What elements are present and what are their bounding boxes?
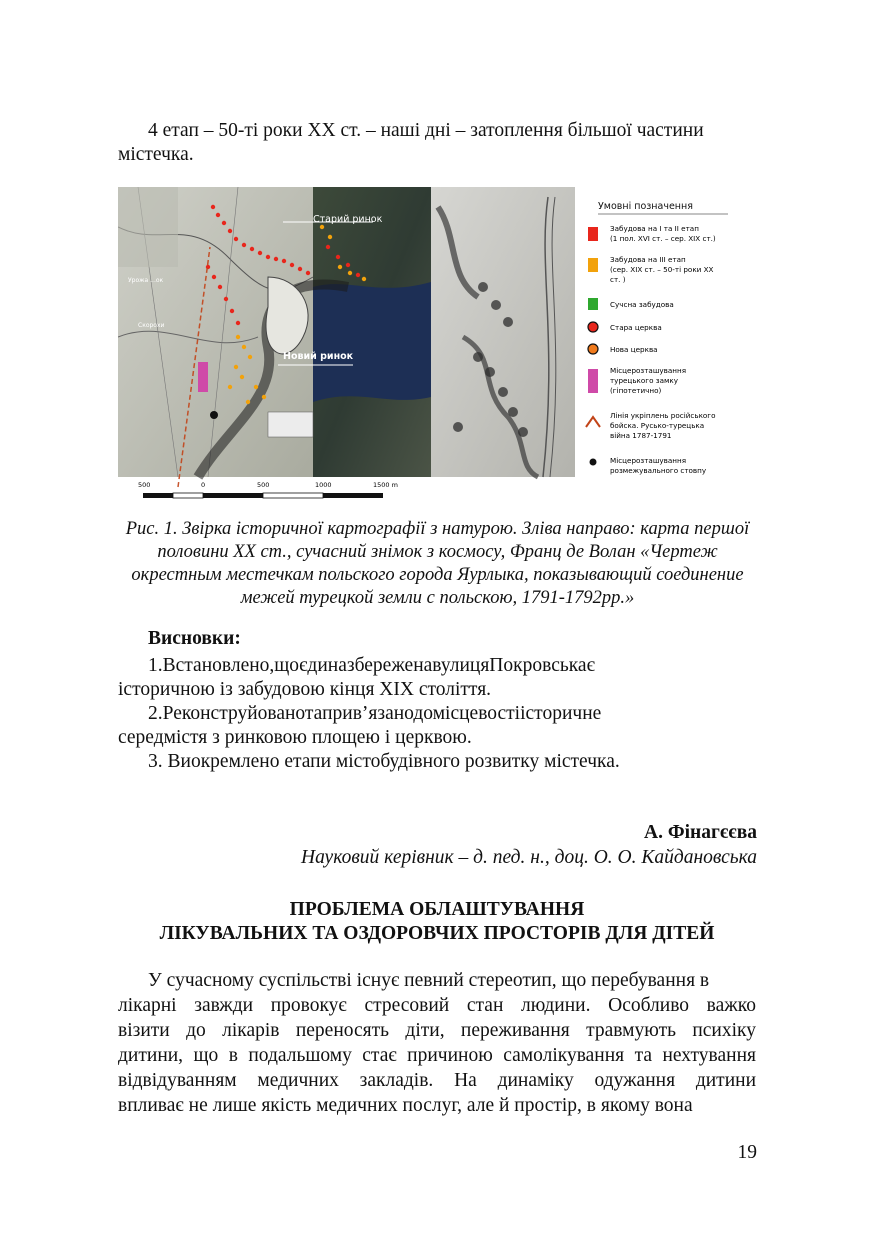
legend-text: Нова церква: [610, 345, 658, 354]
title-line: ЛІКУВАЛЬНИХ ТА ОЗДОРОВЧИХ ПРОСТОРІВ ДЛЯ ДІТЕЙ: [159, 923, 715, 944]
conclusion-item-2-cont: середмістя з ринковою площею і церквою.: [118, 727, 472, 748]
author-name: А. Фінагєєва: [644, 822, 757, 843]
legend-text: Лінія укріплень російського: [610, 411, 716, 420]
body-line: візити до лікарів переносять діти, переживання травмують психіку: [118, 1020, 756, 1041]
legend-text: (1 пол. XVI ст. – сер. XIX ст.): [610, 234, 716, 243]
conclusion-item-1: 1.Встановлено,щоєдиназбереженавулицяПокровськає: [148, 655, 595, 676]
legend-text: Сучсна забудова: [610, 300, 674, 309]
body-line: У сучасному суспільстві існує певний стереотип, що перебування в: [148, 970, 710, 991]
legend-text: Забудова на ІІІ етап: [610, 255, 686, 264]
body-line: відвідуванням медичних закладів. На динаміку одужання дитини: [118, 1070, 756, 1091]
body-line: впливає не лише якість медичних послуг, але й простір, в якому вона: [118, 1095, 693, 1116]
conclusion-item-1-cont: історичною із забудовою кінця ХІХ століття.: [118, 679, 492, 700]
caption-line: половини ХХ ст., сучасний знімок з космосу, Франц де Волан «Чертеж: [157, 542, 718, 562]
intro-line: 4 етап – 50-ті роки ХХ ст. – наші дні – затоплення більшої частини: [148, 120, 704, 141]
title-line: ПРОБЛЕМА ОБЛАШТУВАННЯ: [289, 899, 585, 920]
intro-paragraph: [118, 119, 756, 167]
scale-bar: [138, 481, 398, 498]
legend-text: бойска. Русько-турецька: [610, 421, 705, 430]
figure-caption: [110, 518, 765, 610]
map-legend: [586, 201, 728, 475]
figure-map-comparison: [118, 187, 758, 505]
legend-text: ст. ): [610, 275, 626, 284]
legend-new-church-icon: [588, 344, 598, 354]
caption-line: окрестным местечкам польского города Яурлыка, показывающий соединение: [131, 565, 744, 585]
conclusion-item-2: 2.Реконструйованотаприв’язанодомісцевостіісторичне: [148, 703, 602, 724]
article-body: [118, 968, 756, 1118]
village-label: Урожа ...ок: [128, 277, 164, 284]
village-label-2: Скорохи: [138, 322, 165, 329]
legend-swatch-castle: [588, 369, 598, 393]
old-market-label: Старий ринок: [313, 214, 383, 225]
scale-tick: 500: [138, 481, 151, 489]
caption-line: межей турецкой земли с польскою, 1791-1792рр.»: [240, 588, 635, 608]
legend-title: Умовні позначення: [598, 201, 693, 212]
article-title: [118, 898, 756, 946]
legend-text: (сер. XIX ст. – 50-ті роки ХХ: [610, 265, 714, 274]
legend-swatch-stage3: [588, 258, 598, 272]
legend-old-church-icon: [588, 322, 598, 332]
page-number: 19: [737, 1142, 757, 1163]
conclusions-list: [118, 654, 756, 774]
legend-text: (гіпотетично): [610, 386, 662, 395]
legend-text: турецького замку: [610, 376, 678, 385]
legend-fortification-icon: [586, 417, 600, 427]
legend-text: Місцерозташування: [610, 366, 687, 375]
legend-swatch-modern: [588, 298, 598, 310]
body-line: лікарні завжди провокує стресовий стан людини. Особливо важко: [118, 995, 756, 1016]
scientific-advisor: Науковий керівник – д. пед. н., доц. О. О. Кайдановська: [300, 847, 757, 868]
body-line: дитини, що в подальшому стає причиною самолікування та нехтування: [118, 1045, 756, 1066]
legend-swatch-stage12: [588, 227, 598, 241]
scale-tick: 500: [257, 481, 270, 489]
legend-text: розмежувального стовпу: [610, 466, 707, 475]
scale-tick: 1500 m: [373, 481, 398, 489]
legend-text: війна 1787-1791: [610, 431, 672, 440]
legend-text: Місцерозташування: [610, 456, 687, 465]
legend-boundary-post-icon: [590, 459, 597, 466]
new-market-label: Новий ринок: [283, 351, 354, 362]
caption-line: Рис. 1. Звірка історичної картографії з натурою. Зліва направо: карта першої: [125, 519, 750, 539]
scale-tick: 0: [201, 481, 206, 489]
scale-tick: 1000: [315, 481, 332, 489]
conclusions-heading: Висновки:: [148, 628, 241, 649]
intro-line: містечка.: [118, 144, 194, 165]
legend-text: Забудова на І та ІІ етап: [610, 224, 699, 233]
legend-text: Стара церква: [610, 323, 662, 332]
conclusion-item-3: 3. Виокремлено етапи містобудівного розвитку містечка.: [148, 751, 620, 772]
